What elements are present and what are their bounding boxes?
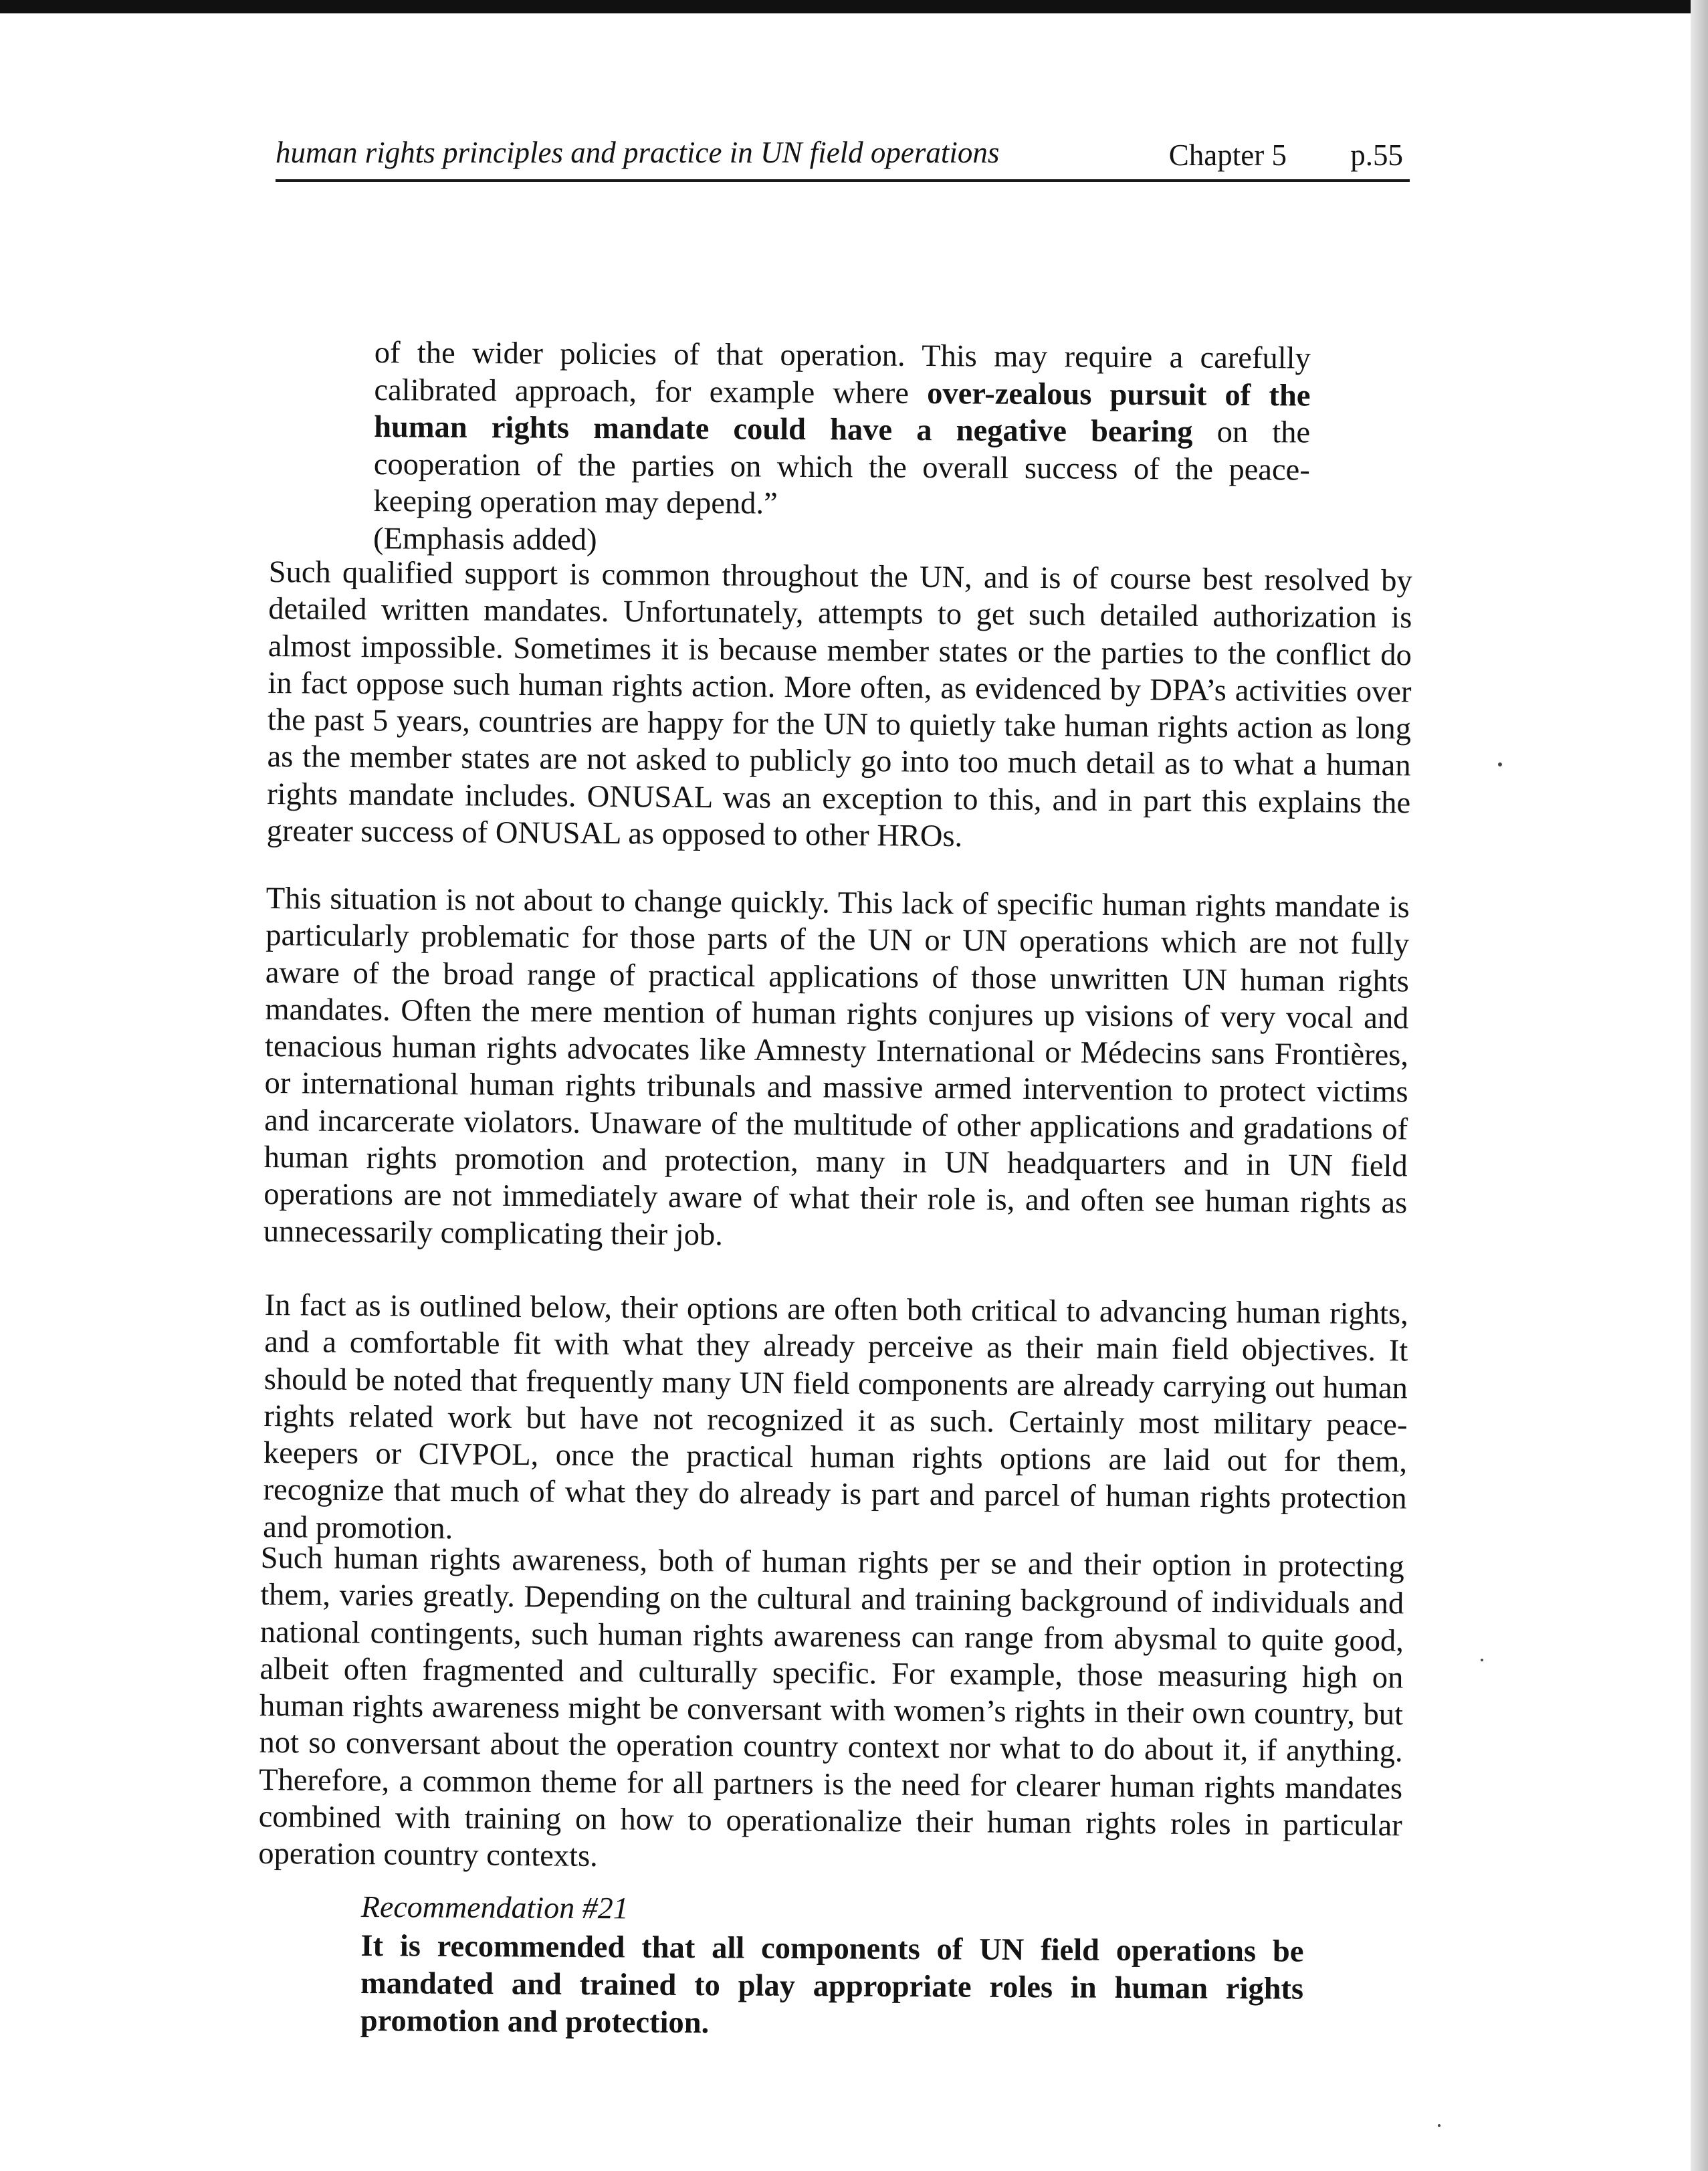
block-quote xyxy=(373,334,1311,563)
body-paragraph xyxy=(263,880,1410,1259)
scan-speck xyxy=(1481,1659,1483,1661)
paragraph-text: This situation is not about to change quickly. This lack of specific human rights mandate is particularly problematic for those parts of the UN or UN operations which are not fully aware of the broad range of practical applications of those unwritten UN human rights mandates. Often the mere mention of human rights conjures up visions of very vocal and tenacious human rights advocates like Amnesty International or Médecins sans Frontières, or international human rights tribunals and massive armed intervention to protect victims and incarcerate violators. Unaware of the multitude of other applications and gradations of human rights promotion and protection, many in UN headquarters and in UN field operations are not immediately aware of what their role is, and often see human rights as unnecessarily complicating their job. xyxy=(263,881,1410,1253)
chapter-label: Chapter 5 xyxy=(1168,138,1287,172)
scan-speck xyxy=(1438,2124,1440,2127)
paragraph-text: Such human rights awareness, both of human rights per se and their option in protecting them, varies greatly. Depending on the cultural and training background of individuals and national contingents, such human rights awareness can range from abysmal to quite good, albeit often fragmented and culturally specific. For example, those measuring high on human rights awareness might be conversant with women’s rights in their own country, but not so conversant about the operation country context nor what to do about it, if anything. Therefore, a common theme for all partners is the need for clearer human rights mandates combined with training on how to operationalize their human rights roles in particular operation country contexts. xyxy=(258,1541,1404,1874)
body-paragraph xyxy=(258,1540,1404,1881)
quote-text xyxy=(373,334,1311,563)
running-title: human rights principles and practice in UN field operations xyxy=(276,136,1000,169)
scan-edge-top xyxy=(0,0,1708,13)
scan-speck xyxy=(1498,762,1502,766)
recommendation-box xyxy=(360,1887,1304,2046)
recommendation-text: It is recommended that all components of UN field operations be mandated and trained to play appropriate roles in human rights promotion and protection. xyxy=(360,1928,1304,2041)
body-paragraph xyxy=(267,554,1412,859)
page-number: p.55 xyxy=(1350,138,1403,172)
paragraph-text: Such qualified support is common throughout the UN, and is of course best resolved by detailed written mandates. Unfortunately, attempts to get such detailed authorization is almost impossible. Sometimes it is because member states or the parties to the conflict do in fact oppose such human rights action. More often, as evidenced by DPA’s activities over the past 5 years, countries are happy for the UN to quietly take human rights action as long as the member states are not asked to publicly go into too much detail as to what a human rights mandate includes. ONUSAL was an exception to this, and in part this explains the greater success of ONUSAL as opposed to other HROs. xyxy=(266,554,1412,854)
quote-emphasis: over-zealous pursuit of the human rights mandate could have a negative bearing xyxy=(373,376,1311,449)
scan-edge-right xyxy=(1691,0,1708,2171)
body-paragraph xyxy=(263,1287,1408,1554)
quote-text-after: on the cooperation of the parties on which the overall success of the peace-keeping operation may depend.” xyxy=(373,415,1311,521)
page-header xyxy=(276,131,1410,182)
recommendation-title: Recommendation #21 xyxy=(360,1889,629,1926)
quote-text-before: of the wider policies of that operation. This may require a carefully calibrated approach, for example where xyxy=(374,335,1311,411)
emphasis-note: (Emphasis added) xyxy=(372,521,597,557)
paragraph-text: In fact as is outlined below, their options are often both critical to advancing human rights, and a comfortable fit with what they already perceive as their main field objectives. It should be noted that frequently many UN field components are already carrying out human rights related work but have not recognized it as such. Certainly most military peace-keepers or CIVPOL, once the practical human rights options are laid out for them, recognize that much of what they do already is part and parcel of human rights protection and promotion. xyxy=(262,1287,1408,1546)
